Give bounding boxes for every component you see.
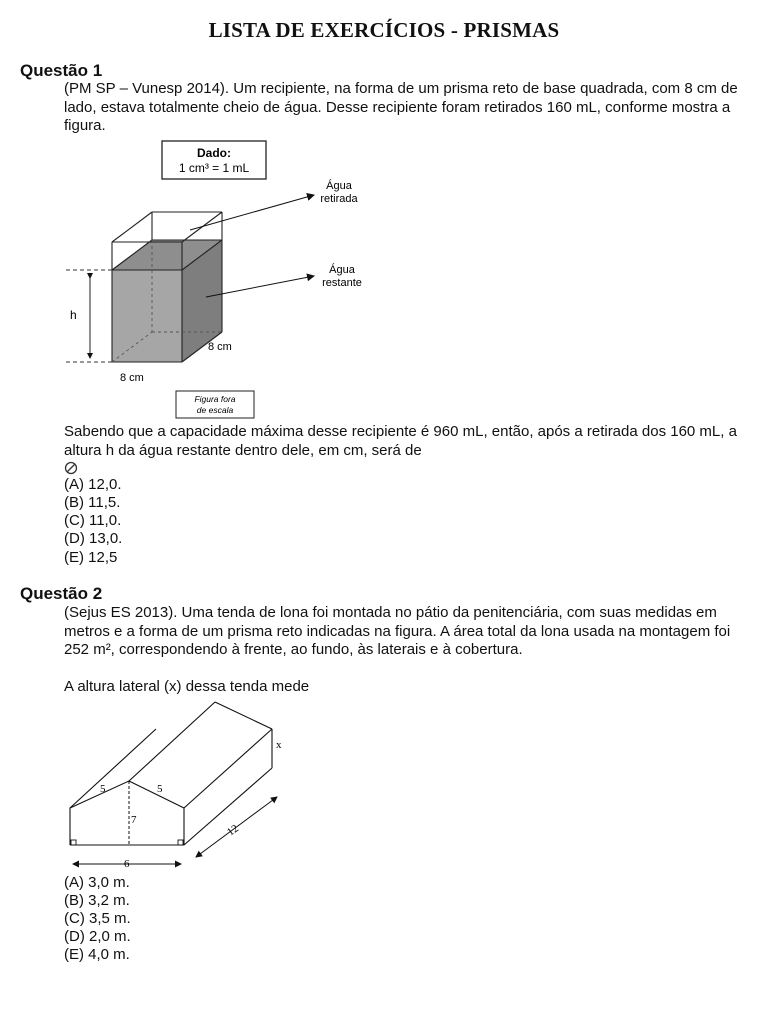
question-1-intro: (PM SP – Vunesp 2014). Um recipiente, na forma de um prisma reto de base quadrada, com 8 cm de lado, estava totalmente cheio de água. Desse recipiente foram retirados 160 mL, conforme mostra a figura. [64,80,738,134]
label-5-right: 5 [157,783,163,795]
right-angle-mark-right [178,840,183,845]
scale-note-line-1: Figura fora [194,394,236,404]
question-2-option-e[interactable]: (E) 4,0 m. [64,946,130,963]
question-1-heading: Questão 1 [20,61,103,80]
given-title: Dado: [197,146,231,160]
question-1-option-a[interactable]: (A) 12,0. [64,476,122,493]
height-label: h [70,308,77,322]
right-angle-mark-left [71,840,76,845]
question-1-option-b[interactable]: (B) 11,5. [64,494,121,511]
question-2-option-d[interactable]: (D) 2,0 m. [64,928,131,945]
water-removed-label-2: retirada [320,193,358,205]
tent-figure [60,697,300,875]
question-1-option-e[interactable]: (E) 12,5 [64,549,118,566]
question-1-text: Sabendo que a capacidade máxima desse recipiente é 960 mL, então, após a retirada dos 160 mL, a altura h da água restante dentro dele, em cm, será de [64,423,737,459]
side-label-bottom: 8 cm [120,372,144,384]
question-2-intro: (Sejus ES 2013). Uma tenda de lona foi montada no pátio da penitenciária, com suas medidas em metros e a forma de um prisma reto indicadas na figura. A área total da lona usada na montagem foi 252 m², correspondendo à frente, ao fundo, às laterais e à cobertura. [64,604,731,658]
prism-figure [60,136,380,422]
question-2-option-a[interactable]: (A) 3,0 m. [64,874,130,891]
question-1-option-c[interactable]: (C) 11,0. [64,512,122,529]
question-2-option-c[interactable]: (C) 3,5 m. [64,910,131,927]
scale-note-line-2: de escala [196,405,234,415]
no-symbol-icon [64,461,78,475]
question-2-heading: Questão 2 [20,584,103,603]
side-label-right: 8 cm [208,341,232,353]
label-7: 7 [131,814,137,826]
water-remaining-label-1: Água [329,264,355,276]
question-2-option-b[interactable]: (B) 3,2 m. [64,892,130,909]
given-value: 1 cm³ = 1 mL [178,161,250,175]
question-1-option-d[interactable]: (D) 13,0. [64,530,123,547]
water-remaining-label-2: restante [322,277,362,289]
water-front-face [112,270,182,362]
label-12: 12 [225,822,241,839]
label-6: 6 [124,858,130,870]
label-5-left: 5 [100,783,106,795]
label-x: x [276,739,282,751]
page-title: LISTA DE EXERCÍCIOS - PRISMAS [208,18,560,42]
water-removed-label-1: Água [326,180,352,192]
question-2-text: A altura lateral (x) dessa tenda mede [64,678,310,695]
